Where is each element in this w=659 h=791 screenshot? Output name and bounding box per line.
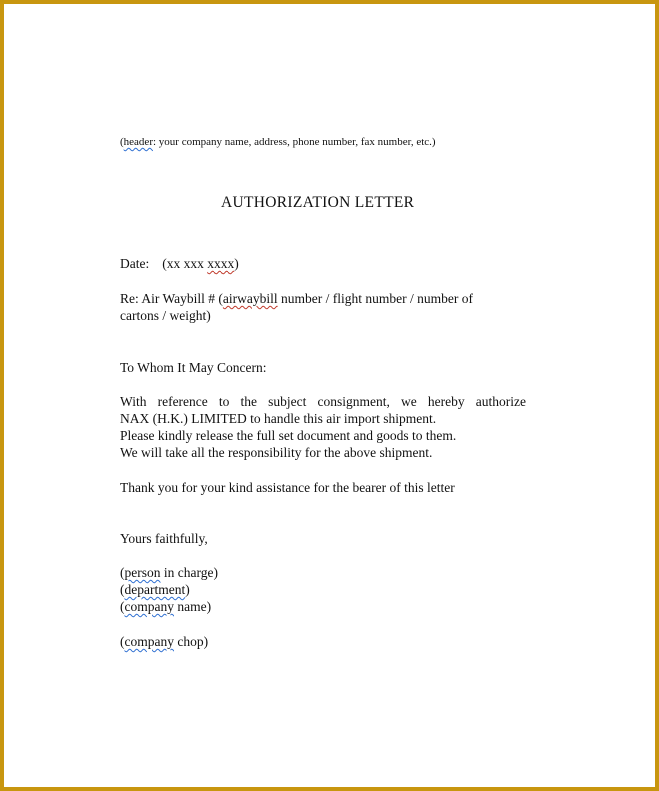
salutation: To Whom It May Concern:	[120, 360, 267, 375]
sig-person-rest: in charge)	[160, 565, 218, 580]
sig-dept-word: department	[124, 582, 186, 597]
closing: Yours faithfully,	[120, 531, 208, 546]
sig-person-open: (	[120, 565, 125, 580]
letter-title: AUTHORIZATION LETTER	[221, 194, 415, 211]
date-label: Date:	[120, 256, 150, 271]
sig-person-word: person	[124, 565, 161, 580]
chop-rest: chop)	[174, 634, 209, 649]
re-prefix: Re: Air Waybill # (	[120, 291, 223, 306]
date-value-prefix: (xx xxx	[162, 256, 208, 271]
date-value-suffix: )	[234, 256, 239, 271]
sig-company-word: company	[124, 599, 174, 614]
signature-person	[120, 564, 218, 581]
sig-company-rest: name)	[174, 599, 212, 614]
company-chop	[120, 633, 208, 650]
chop-word: company	[124, 634, 174, 649]
re-line-2: cartons / weight)	[120, 308, 211, 323]
sig-dept-rest: )	[185, 582, 190, 597]
re-line-1	[120, 290, 473, 307]
re-airwaybill: airwaybill	[222, 291, 278, 306]
header-rest: : your company name, address, phone number, fax number, etc.)	[152, 136, 436, 148]
signature-company	[120, 598, 211, 615]
chop-open: (	[120, 634, 125, 649]
date-line	[120, 255, 239, 272]
sig-company-open: (	[120, 599, 125, 614]
date-value-year: xxxx	[207, 256, 235, 271]
signature-department	[120, 581, 190, 598]
header-word: header	[123, 136, 153, 148]
body-line-4: We will take all the responsibility for the above shipment.	[120, 445, 433, 460]
sig-dept-open: (	[120, 582, 125, 597]
body-line-1: With reference to the subject consignment, we hereby authorize	[120, 394, 526, 409]
thanks-line: Thank you for your kind assistance for the bearer of this letter	[120, 480, 455, 495]
letter-header	[120, 134, 436, 151]
header-open: (	[120, 136, 124, 148]
re-suffix: number / flight number / number of	[277, 291, 473, 306]
body-line-3: Please kindly release the full set document and goods to them.	[120, 428, 457, 443]
body-line-2: NAX (H.K.) LIMITED to handle this air import shipment.	[120, 411, 437, 426]
